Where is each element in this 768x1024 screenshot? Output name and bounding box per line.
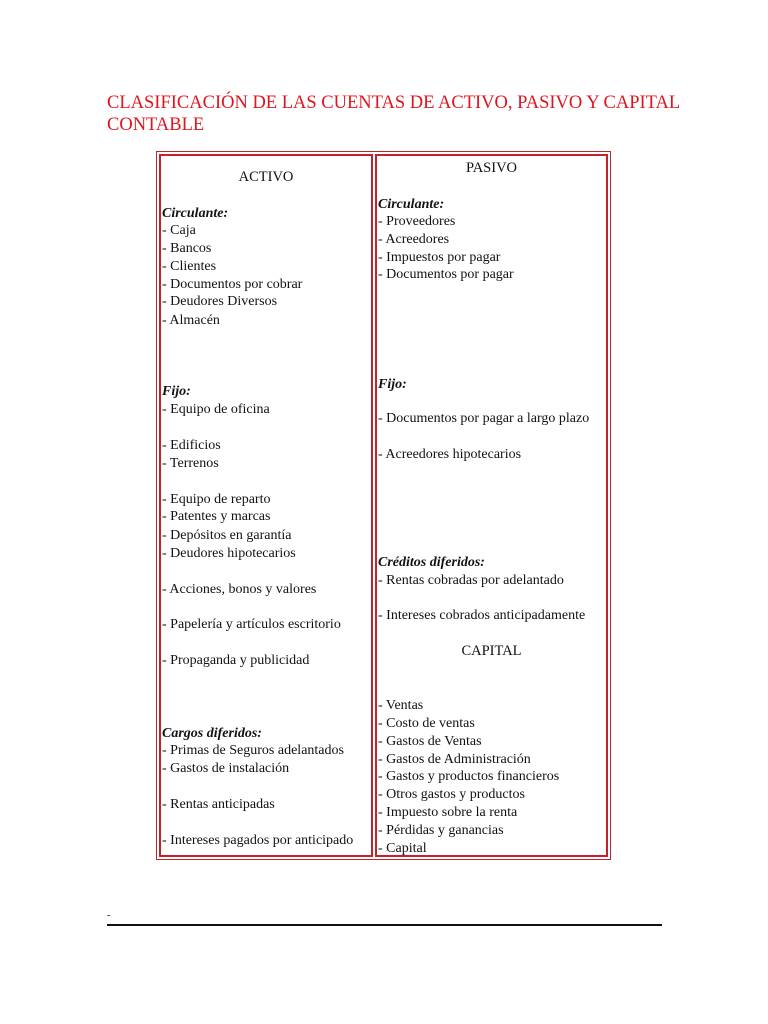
list-item: - Acreedores hipotecarios	[378, 447, 522, 462]
list-item: - Papelería y artículos escritorio	[162, 617, 341, 632]
document-title: CLASIFICACIÓN DE LAS CUENTAS DE ACTIVO, PASIVO Y CAPITAL CONTABLE	[107, 93, 680, 135]
activo-column	[159, 154, 373, 857]
list-item: - Almacén	[162, 313, 220, 328]
list-item: - Impuesto sobre la renta	[378, 805, 518, 820]
pasivo-column	[375, 154, 608, 857]
list-item: - Documentos por pagar	[378, 267, 514, 282]
list-item: - Intereses cobrados anticipadamente	[378, 608, 586, 623]
list-item: - Ventas	[378, 698, 424, 713]
list-item: - Gastos de Administración	[378, 752, 531, 767]
list-item: - Gastos de Ventas	[378, 734, 482, 749]
list-item: - Costo de ventas	[378, 716, 475, 731]
capital-header: CAPITAL	[461, 643, 522, 659]
list-item: - Caja	[162, 223, 196, 238]
list-item: - Clientes	[162, 259, 217, 274]
list-item: - Pérdidas y ganancias	[378, 823, 504, 838]
list-item: - Rentas anticipadas	[162, 797, 275, 812]
list-item: - Deudores hipotecarios	[162, 546, 296, 561]
list-item: - Documentos por cobrar	[162, 277, 303, 292]
list-item: - Edificios	[162, 438, 221, 453]
footer-divider	[107, 924, 662, 926]
list-item: - Capital	[378, 841, 427, 856]
list-item: - Rentas cobradas por adelantado	[378, 573, 564, 588]
list-item: - Propaganda y publicidad	[162, 653, 310, 668]
list-item: - Patentes y marcas	[162, 509, 271, 524]
pasivo-fijo-label: Fijo:	[378, 377, 407, 392]
activo-circulante-label: Circulante:	[162, 206, 229, 221]
list-item: - Bancos	[162, 241, 212, 256]
list-item: - Deudores Diversos	[162, 294, 278, 309]
list-item: - Gastos y productos financieros	[378, 769, 560, 784]
pasivo-circulante-label: Circulante:	[378, 197, 445, 212]
accounts-table	[156, 151, 611, 860]
list-item: - Acreedores	[378, 232, 450, 247]
list-item: - Intereses pagados por anticipado	[162, 833, 354, 848]
footer-mark: -	[107, 910, 111, 921]
list-item: - Terrenos	[162, 456, 219, 471]
pasivo-header: PASIVO	[465, 160, 518, 176]
list-item: - Proveedores	[378, 214, 456, 229]
list-item: - Acciones, bonos y valores	[162, 582, 317, 597]
list-item: - Equipo de reparto	[162, 492, 271, 507]
pasivo-creditos-diferidos-label: Créditos diferidos:	[378, 555, 485, 570]
list-item: - Impuestos por pagar	[378, 250, 501, 265]
list-item: - Documentos por pagar a largo plazo	[378, 411, 590, 426]
list-item: - Primas de Seguros adelantados	[162, 743, 344, 758]
activo-header: ACTIVO	[238, 169, 294, 185]
list-item: - Gastos de instalación	[162, 761, 290, 776]
list-item: - Otros gastos y productos	[378, 787, 525, 802]
activo-cargos-diferidos-label: Cargos diferidos:	[162, 726, 262, 741]
activo-fijo-label: Fijo:	[162, 384, 191, 399]
list-item: - Depósitos en garantía	[162, 528, 292, 543]
list-item: - Equipo de oficina	[162, 402, 270, 417]
